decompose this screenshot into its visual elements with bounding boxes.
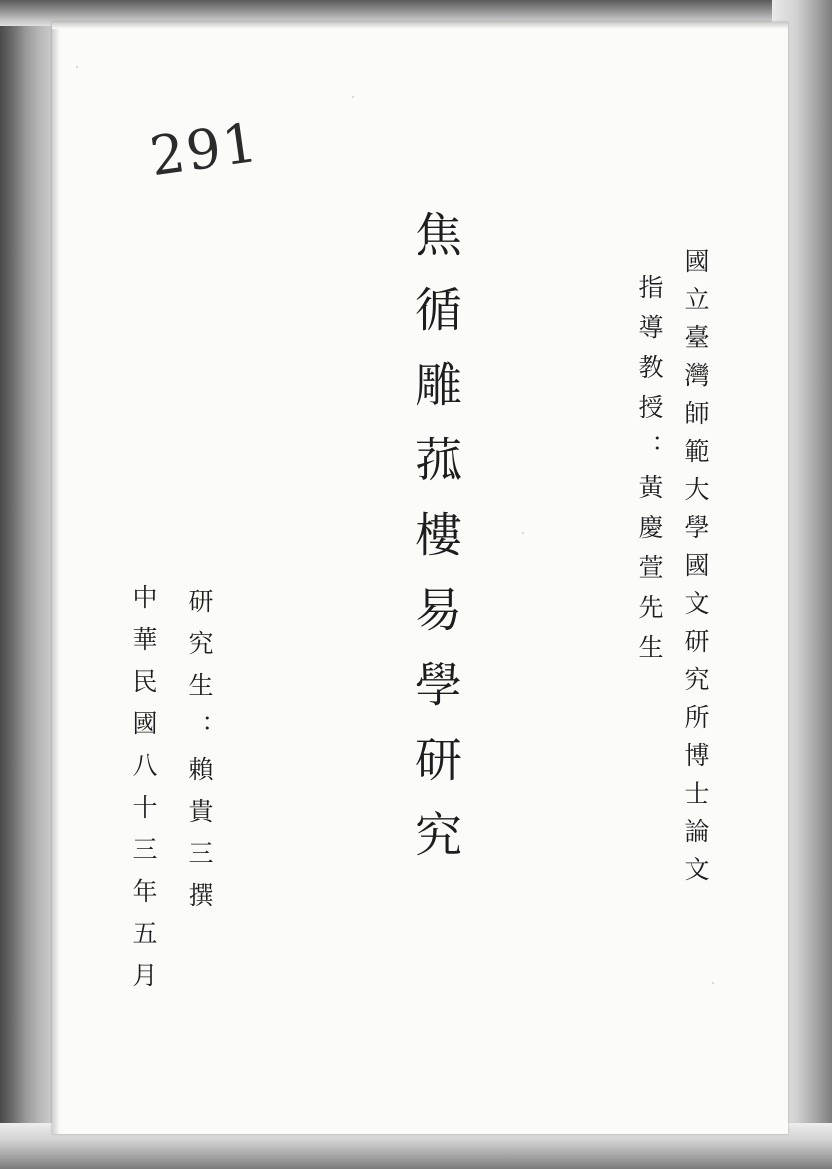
thesis-title: 焦循雕菰樓易學研究 [407,210,462,885]
paper-left-edge [52,22,60,1134]
advisor-line: 指導教授：黃慶萱先生 [635,274,664,674]
paper-sheet [52,22,788,1134]
paper-speckle [522,532,524,534]
date-line: 中華民國八十三年五月 [129,584,158,1004]
paper-speckle [712,982,714,984]
paper-speckle [76,66,78,68]
handwritten-accession-number: 291 [146,110,263,189]
student-line: 研究生：賴貴三撰 [185,588,214,924]
paper-top-edge [52,22,788,29]
institution-line: 國立臺灣師範大學國文研究所博士論文 [681,248,710,894]
paper-speckle [352,96,354,98]
